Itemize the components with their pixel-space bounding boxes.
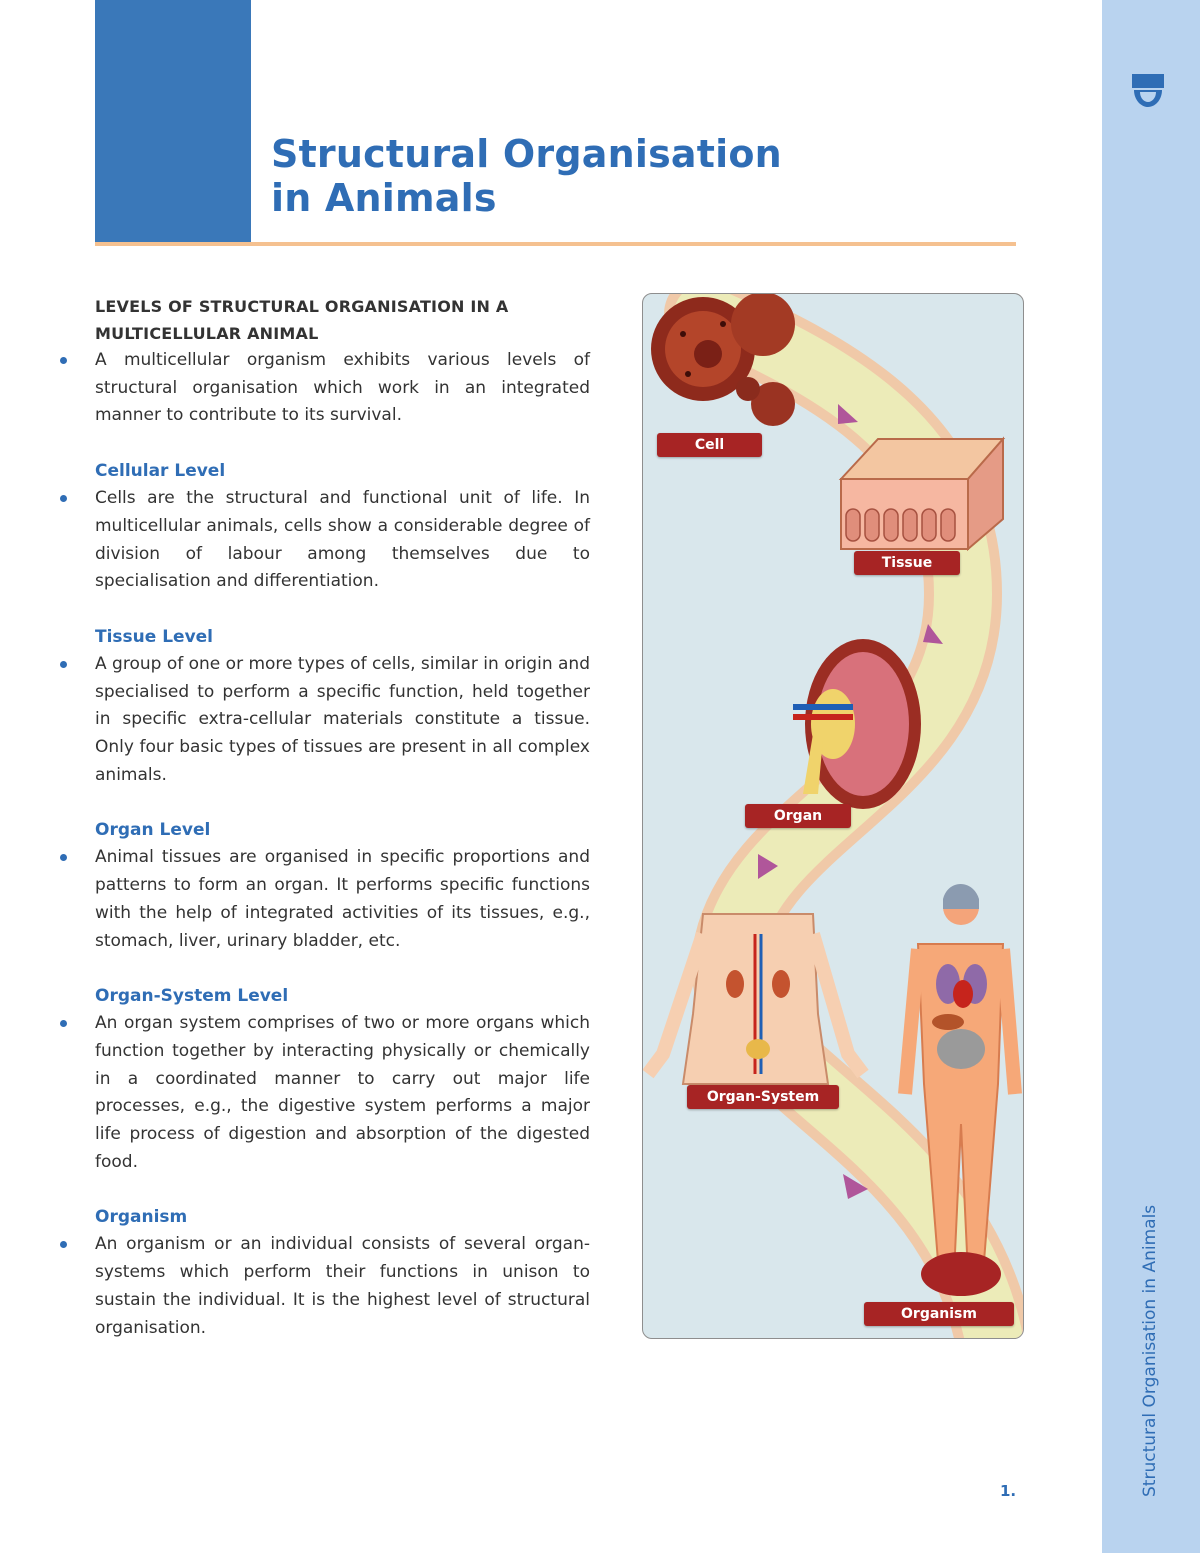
cellular-level-text: Cells are the structural and functional unit of life. In multicellular animals, cells show a considerable degree of division of labour among themselves due to specialisation and differentiation. [60, 485, 590, 596]
label-cell: Cell [657, 433, 762, 457]
page-title-line-2: in Animals [271, 176, 497, 220]
organisation-levels-figure [642, 293, 1024, 1339]
title-underline [95, 242, 1016, 246]
organ-level-text: Animal tissues are organised in specific proportions and patterns to form an organ. It performs specific functions with the help of integrated activities of its tissues, e.g., stomach, liver, urinary bladder, etc. [60, 844, 590, 955]
label-organ-system: Organ-System [687, 1085, 839, 1109]
tissue-level-title: Tissue Level [95, 626, 214, 647]
organ-level-title: Organ Level [95, 820, 211, 841]
organ-system-level-title: Organ-System Level [95, 986, 289, 1007]
section-heading: LEVELS OF STRUCTURAL ORGANISATION IN A MULTICELLULAR ANIMAL [95, 297, 509, 343]
kidney-organ-illustration [793, 639, 921, 809]
organism-title: Organism [95, 1207, 188, 1228]
page-title-line-1: Structural Organisation [271, 132, 782, 176]
organism-text: An organism or an individual consists of several organ-systems which perform their functions in unison to sustain the individual. It is the highest level of structural organisation. [60, 1231, 590, 1342]
intro-bullet: A multicellular organism exhibits various levels of structural organisation which work in an integrated manner to contribute to its survival. [60, 347, 590, 430]
main-content [60, 293, 590, 1342]
header-accent-block [95, 0, 251, 243]
tissue-illustration [841, 439, 1003, 549]
sidebar-vertical-title: Structural Organisation in Animals [1140, 1204, 1160, 1497]
unacademy-logo-icon [1128, 70, 1168, 110]
label-tissue: Tissue [854, 551, 960, 575]
page-title [271, 132, 782, 220]
tissue-level-text: A group of one or more types of cells, similar in origin and specialised to perform a specific function, held together in specific extra-cellular materials constitute a tissue. Only four basic types of tissues are present in all complex animals. [60, 651, 590, 790]
cellular-level-title: Cellular Level [95, 461, 226, 482]
label-organ: Organ [745, 804, 851, 828]
organ-system-level-text: An organ system comprises of two or more organs which function together by interacting physically or chemically in a coordinated manner to carry out major life processes, e.g., the digestive system performs a major life process of digestion and absorption of the digested food. [60, 1010, 590, 1176]
page-number: 1. [1000, 1482, 1017, 1500]
label-organism: Organism [864, 1302, 1014, 1326]
